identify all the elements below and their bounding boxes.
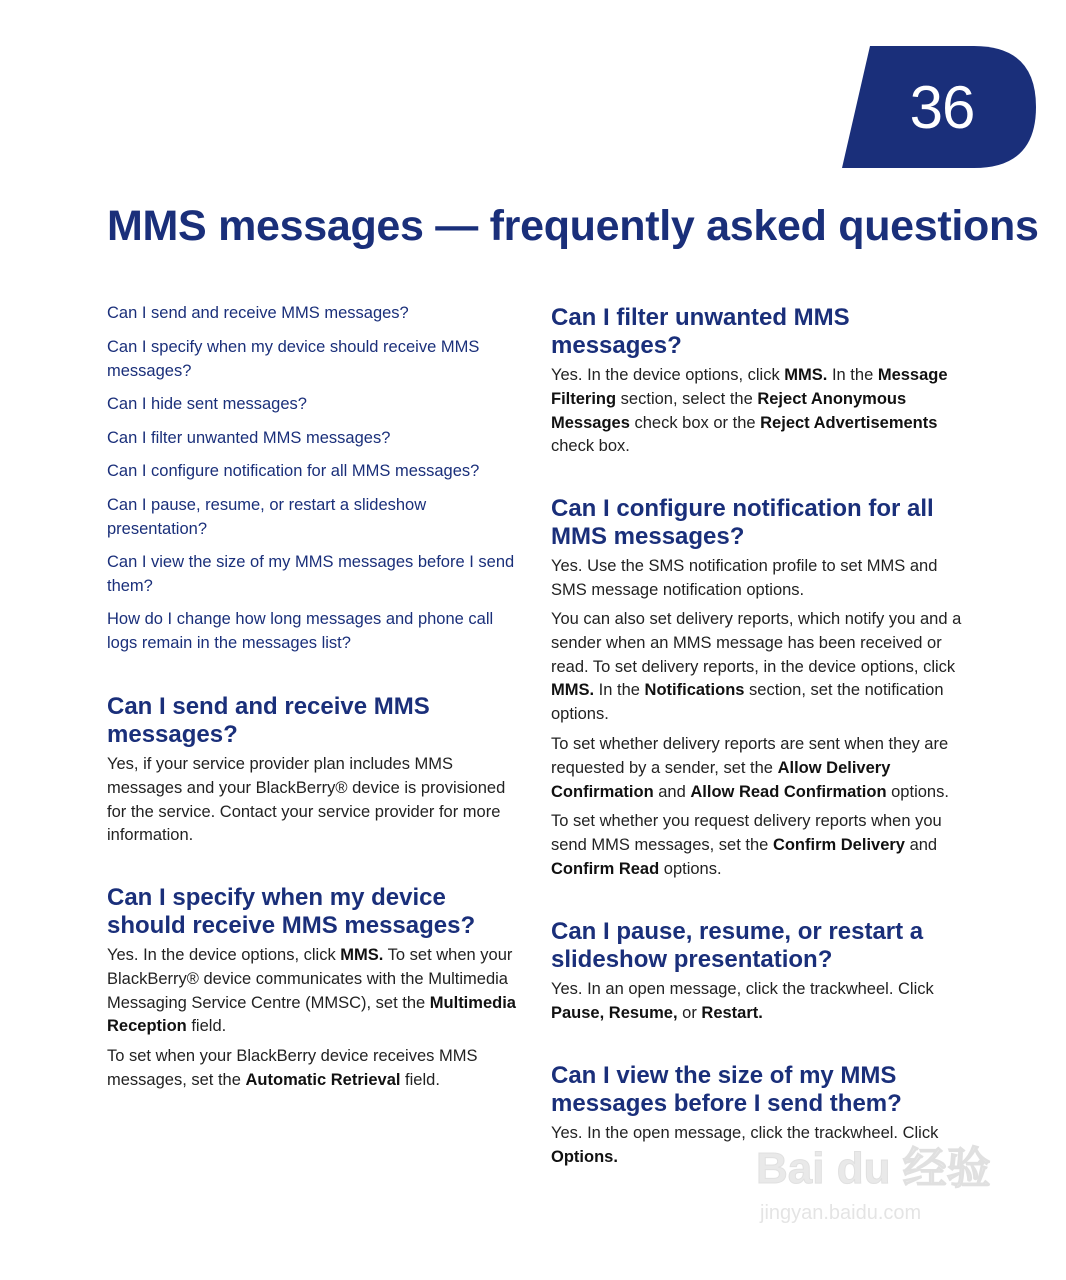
answer-notification-3: To set whether delivery reports are sent when they are requested by a sender, set the Allow Delivery Confirmation and Allow Read Confirmation options. bbox=[551, 735, 949, 801]
bold-term: Multimedia Reception bbox=[107, 993, 516, 1036]
bold-term: Message Filtering bbox=[551, 366, 948, 408]
chapter-number-badge bbox=[842, 46, 1036, 168]
answer-specify-1: Yes. In the device options, click MMS. To set when your BlackBerry® device communicates with the Multimedia Messaging Service Centre (MMSC), set the Multimedia Reception field. bbox=[107, 946, 516, 1036]
heading-specify: Can I specify when my device should receive MMS messages? bbox=[107, 884, 476, 939]
bold-term: Pause, Resume, bbox=[551, 1003, 678, 1022]
toc-link-view-size[interactable]: Can I view the size of my MMS messages before I send them? bbox=[107, 553, 515, 595]
bold-term: Confirm Delivery bbox=[772, 835, 905, 854]
bold-term: Confirm Read bbox=[551, 859, 660, 878]
toc-link-slideshow[interactable]: Can I pause, resume, or restart a slideshow presentation? bbox=[107, 496, 427, 538]
toc-link-message-logs[interactable]: How do I change how long messages and phone call logs remain in the messages list? bbox=[107, 610, 494, 652]
bold-term: Reject Advertisements bbox=[760, 413, 938, 432]
toc-link-hide-sent[interactable]: Can I hide sent messages? bbox=[107, 395, 307, 413]
heading-send-receive: Can I send and receive MMS messages? bbox=[107, 693, 430, 748]
bold-term: MMS. bbox=[340, 946, 384, 964]
answer-send-receive: Yes, if your service provider plan includes MMS messages and your BlackBerry® device is provisioned for the service. Contact your service provider for more information. bbox=[107, 755, 506, 845]
page-number: 36 bbox=[909, 73, 975, 141]
page-title: MMS messages — frequently asked questions bbox=[107, 202, 1039, 250]
answer-notification-2: You can also set delivery reports, which notify you and a sender when an MMS message has been received or read. To set delivery reports, in the device options, click MMS. In the Notifications section, set the notification options. bbox=[551, 610, 962, 724]
answer-view-size: Yes. In the open message, click the trackwheel. Click Options. bbox=[551, 1124, 939, 1166]
bold-term: Options. bbox=[551, 1147, 618, 1166]
answer-notification-4: To set whether you request delivery reports when you send MMS messages, set the Confirm Delivery and Confirm Read options. bbox=[551, 812, 942, 878]
answer-slideshow: Yes. In an open message, click the trackwheel. Click Pause, Resume, or Restart. bbox=[551, 980, 934, 1022]
toc-link-send-receive[interactable]: Can I send and receive MMS messages? bbox=[107, 304, 409, 322]
heading-filter: Can I filter unwanted MMS messages? bbox=[551, 304, 850, 359]
watermark-logo: Bai du 经验 bbox=[756, 1144, 991, 1193]
bold-term: Restart. bbox=[701, 1003, 763, 1022]
heading-notification: Can I configure notification for all MMS messages? bbox=[551, 495, 934, 550]
toc-link-specify[interactable]: Can I specify when my device should receive MMS messages? bbox=[107, 338, 480, 380]
toc-link-notification[interactable]: Can I configure notification for all MMS messages? bbox=[107, 462, 480, 480]
bold-term: Allow Delivery Confirmation bbox=[551, 758, 891, 801]
bold-term: MMS. bbox=[784, 366, 828, 384]
heading-view-size: Can I view the size of my MMS messages before I send them? bbox=[551, 1062, 902, 1117]
bold-term: Automatic Retrieval bbox=[245, 1070, 401, 1089]
bold-term: Reject Anonymous Messages bbox=[551, 389, 907, 432]
bold-term: Notifications bbox=[644, 681, 745, 700]
baidu-watermark bbox=[756, 1144, 1006, 1234]
answer-specify-2: To set when your BlackBerry device receives MMS messages, set the Automatic Retrieval field. bbox=[107, 1047, 478, 1089]
answer-filter: Yes. In the device options, click MMS. In the Message Filtering section, select the Reject Anonymous Messages check box or the Reject Advertisements check box. bbox=[551, 366, 948, 456]
toc-link-filter[interactable]: Can I filter unwanted MMS messages? bbox=[107, 429, 391, 447]
watermark-url: jingyan.baidu.com bbox=[760, 1202, 922, 1224]
bold-term: Allow Read Confirmation bbox=[690, 782, 887, 801]
answer-notification-1: Yes. Use the SMS notification profile to set MMS and SMS message notification options. bbox=[551, 557, 938, 599]
heading-slideshow: Can I pause, resume, or restart a slideshow presentation? bbox=[551, 918, 924, 973]
bold-term: MMS. bbox=[551, 681, 595, 700]
